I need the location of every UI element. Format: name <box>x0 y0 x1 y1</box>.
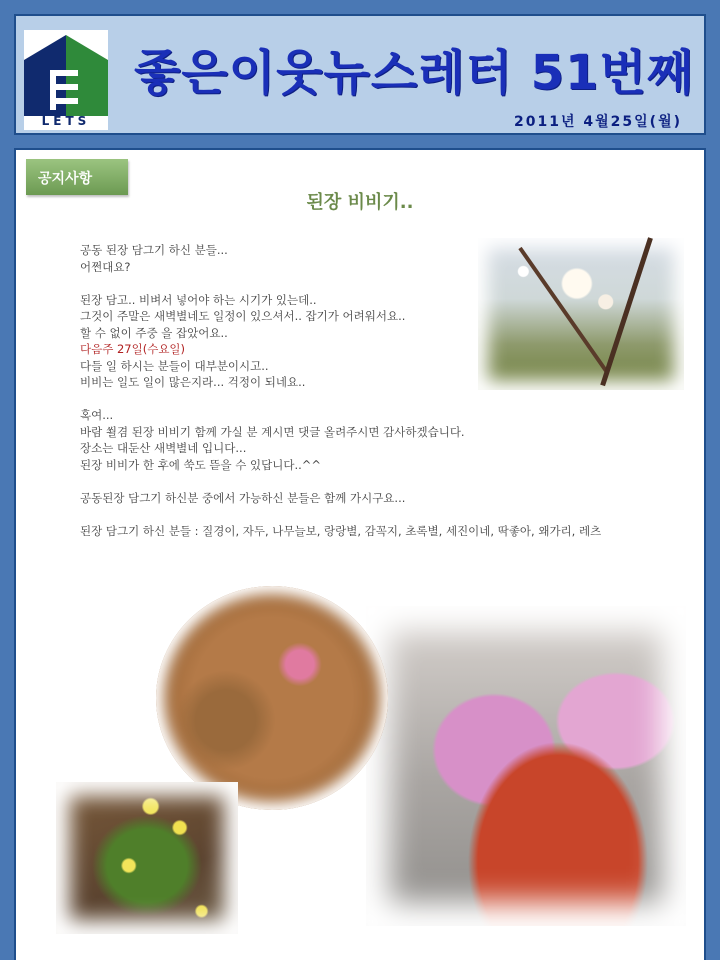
main-panel <box>14 148 706 960</box>
body-line: 그것이 주말은 새벽별네도 일정이 있으셔서.. 잡기가 어려워서요.. <box>80 309 406 323</box>
body-line: 어쩐대요? <box>80 259 131 274</box>
notice-tab[interactable]: 공지사항 <box>26 159 128 195</box>
body-line: 바람 쐴겸 된장 비비기 함께 가실 분 계시면 댓글 올려주시면 감사하겠습니다. <box>80 424 465 439</box>
issue-date: 2011년 4월25일(월) <box>514 114 682 130</box>
body-line: 비비는 일도 일이 많은지라... 걱정이 되네요.. <box>80 375 306 389</box>
highlighted-date-line: 다음주 27일(수요일) <box>80 342 186 356</box>
body-line: 장소는 대둔산 새벽별네 입니다... <box>80 441 247 455</box>
body-line: 다들 일 하시는 분들이 대부분이시고.. <box>80 358 269 373</box>
body-line: 공동된장 담그기 하신분 중에서 가능하신 분들은 함께 가시구요... <box>80 490 406 505</box>
lets-logo <box>24 30 108 130</box>
yellow-flowers-photo <box>56 782 238 934</box>
article-body <box>80 242 680 539</box>
participants-line: 된장 담그기 하신 분들 : 질경이, 자두, 나무늘보, 랑랑별, 감꼭지, 초록별, 세진이네, 딱좋아, 왜가리, 레츠 <box>80 523 602 538</box>
body-line: 된장 담고.. 비벼서 넣어야 하는 시기가 있는데.. <box>80 292 317 307</box>
body-line: 할 수 없이 주중 을 잡았어요.. <box>80 325 228 340</box>
newsletter-header <box>14 14 706 135</box>
body-line: 된장 비비가 한 후에 쑥도 뜯을 수 있답니다..^^ <box>80 457 322 472</box>
newsletter-title: 좋은이웃뉴스레터 51번째 <box>134 45 695 101</box>
soybean-paste-photo <box>156 586 388 810</box>
people-mixing-photo <box>366 606 686 926</box>
logo-mark-icon <box>24 30 108 116</box>
logo-text: LETS <box>41 114 91 128</box>
article-headline: 된장 비비기.. <box>306 192 414 213</box>
body-line: 공동 된장 담그기 하신 분들... <box>80 243 228 257</box>
body-line: 혹여... <box>80 408 114 422</box>
